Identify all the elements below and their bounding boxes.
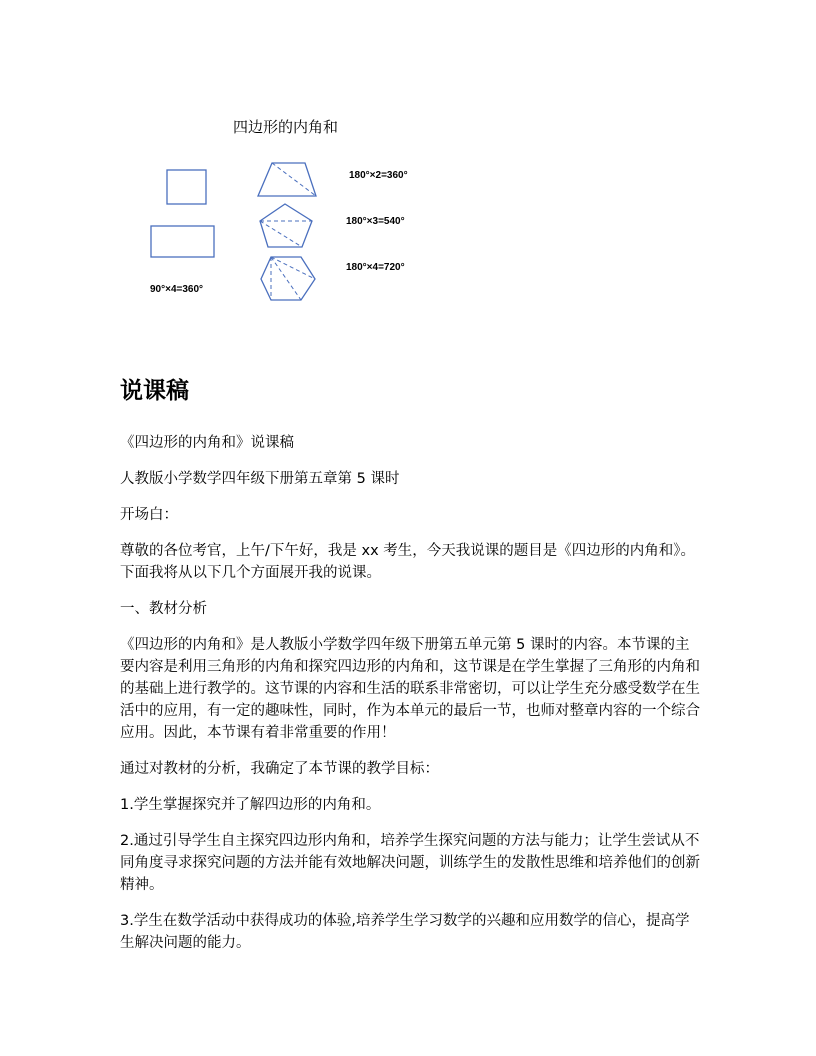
- trapezoid-shape: [258, 163, 316, 196]
- equation-pentagon: 180°×3=540°: [346, 216, 405, 227]
- trapezoid-diagonal: [272, 163, 316, 196]
- doc-title: 《四边形的内角和》说课稿: [120, 435, 294, 451]
- figure-title: 四边形的内角和: [233, 118, 339, 136]
- opening-label: 开场白：: [120, 507, 178, 523]
- section-heading: 一、教材分析: [120, 601, 207, 617]
- polygon-diagram: [120, 110, 460, 310]
- goal-item: 2.通过引导学生自主探究四边形内角和，培养学生探究问题的方法与能力；让学生尝试从不同角度寻求探究问题的方法并能有效地解决问题，训练学生的发散性思维和培养他们的创新精神。: [120, 833, 700, 893]
- equation-hexagon: 180°×4=720°: [346, 262, 405, 273]
- goals-intro: 通过对教材的分析，我确定了本节课的教学目标：: [120, 761, 439, 777]
- square-shape: [167, 170, 206, 204]
- opening-paragraph: 尊敬的各位考官，上午/下午好，我是 xx 考生，今天我说课的题目是《四边形的内角和》。下面我将从以下几个方面展开我的说课。: [120, 543, 696, 581]
- textbook-info: 人教版小学数学四年级下册第五章第 5 课时: [120, 471, 400, 487]
- goal-item: 1.学生掌握探究并了解四边形的内角和。: [120, 797, 381, 813]
- rectangle-shape: [151, 226, 214, 257]
- polygon-angle-figure: [120, 110, 460, 310]
- page-heading: 说课稿: [120, 378, 189, 404]
- analysis-paragraph: 《四边形的内角和》是人教版小学数学四年级下册第五单元第 5 课时的内容。本节课的主要内容是利用三角形的内角和探究四边形的内角和，这节课是在学生掌握了三角形的内角和的基础上进行教学的。这节课的内容和生活的联系非常密切，可以让学生充分感受数学在生活中的应用，有一定的趣味性，同时，作为本单元的最后一节，也师对整章内容的一个综合应用。因此，本节课有着非常重要的作用！: [120, 637, 700, 741]
- equation-quadrilateral: 180°×2=360°: [349, 170, 408, 181]
- equation-rectangle: 90°×4=360°: [150, 284, 204, 295]
- lecture-content: [120, 432, 700, 968]
- hexagon-shape: [261, 257, 315, 300]
- goal-item: 3.学生在数学活动中获得成功的体验,培养学生学习数学的兴趣和应用数学的信心，提高学生解决问题的能力。: [120, 913, 690, 951]
- hexagon-diagonal: [271, 257, 301, 300]
